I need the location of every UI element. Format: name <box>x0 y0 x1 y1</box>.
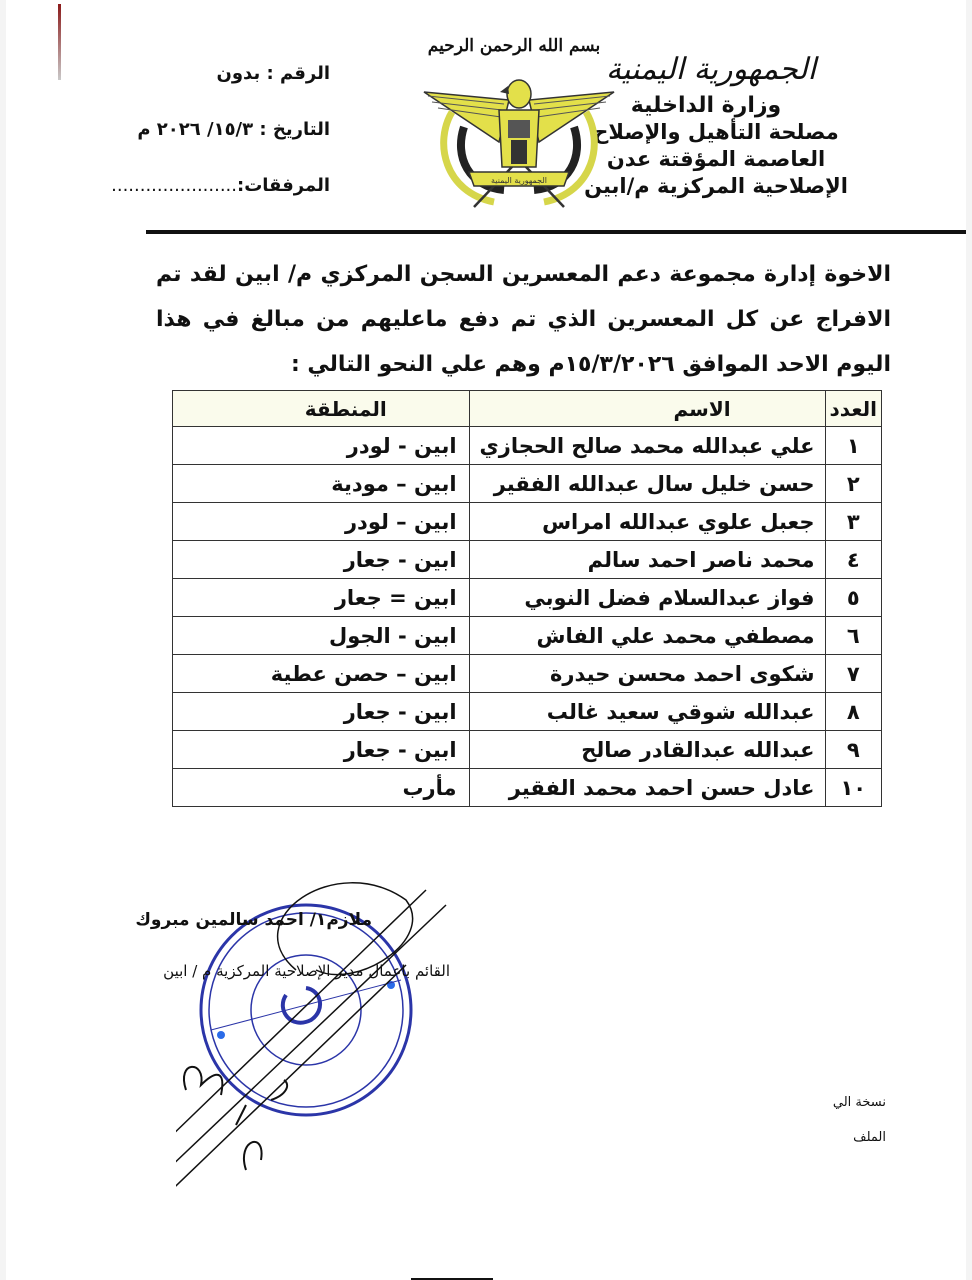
column-header-name: الاسم <box>469 391 825 427</box>
reference-number-value: بدون <box>216 63 261 84</box>
signatory-title: القائم باعمال مدير الإصلاحية المركزية م / ابين <box>163 962 450 980</box>
row-name: علي عبدالله محمد صالح الحجازي <box>469 427 825 465</box>
date-value: ١٥/٣/ ٢٠٢٦ م <box>137 119 254 140</box>
table-row <box>173 465 882 503</box>
row-name: حسن خليل سال عبدالله الفقير <box>469 465 825 503</box>
row-name: عبدالله عبدالقادر صالح <box>469 731 825 769</box>
row-name: جعبل علوي عبدالله امراس <box>469 503 825 541</box>
signatory-name: ملازم١/ احمد سالمين مبروك <box>135 910 372 930</box>
attachments-label: المرفقات: <box>237 175 330 196</box>
table-row <box>173 579 882 617</box>
table-row <box>173 693 882 731</box>
row-region: ابين - جعار <box>173 541 470 579</box>
emblem-ribbon-label: الجمهورية اليمنية <box>490 176 548 185</box>
attachments-value: ...................... <box>111 175 238 196</box>
capital-name: العاصمة المؤقتة عدن <box>606 147 826 171</box>
row-number: ٩ <box>825 731 881 769</box>
table-row <box>173 503 882 541</box>
row-region: ابين – لودر <box>173 503 470 541</box>
row-region: ابين – حصن عطية <box>173 655 470 693</box>
yemen-eagle-emblem-icon <box>414 72 624 212</box>
date-row <box>110 116 330 144</box>
row-number: ١٠ <box>825 769 881 807</box>
republic-title: الجمهورية اليمنية <box>605 52 817 87</box>
row-region: ابين - الجول <box>173 617 470 655</box>
row-name: محمد ناصر احمد سالم <box>469 541 825 579</box>
row-name: فواز عبدالسلام فضل النوبي <box>469 579 825 617</box>
row-number: ٥ <box>825 579 881 617</box>
row-region: مأرب <box>173 769 470 807</box>
row-number: ١ <box>825 427 881 465</box>
date-label: التاريخ : <box>259 119 330 140</box>
table-header-row <box>173 391 882 427</box>
row-number: ٦ <box>825 617 881 655</box>
released-list-table <box>172 390 882 807</box>
cc-label: نسخة الي <box>832 1095 886 1110</box>
column-header-number: العدد <box>825 391 881 427</box>
row-number: ٢ <box>825 465 881 503</box>
table-row <box>173 731 882 769</box>
row-number: ٨ <box>825 693 881 731</box>
row-number: ٧ <box>825 655 881 693</box>
row-region: ابين - جعار <box>173 731 470 769</box>
row-region: ابين – مودية <box>173 465 470 503</box>
institution-name: الإصلاحية المركزية م/ابين <box>584 174 848 198</box>
table-row <box>173 617 882 655</box>
attachments-row <box>110 172 330 200</box>
table-row <box>173 769 882 807</box>
document-page <box>6 0 966 1280</box>
letter-body: الاخوة إدارة مجموعة دعم المعسرين السجن المركزي م/ ابين لقد تم الافراج عن كل المعسرين الذي تم دفع ماعليهم من مبالغ في هذا اليوم الاحد الموافق ١٥/٣/٢٠٢٦م وهم علي النحو التالي : <box>156 262 891 377</box>
row-name: عادل حسن احمد محمد الفقير <box>469 769 825 807</box>
column-header-region: المنطقة <box>173 391 470 427</box>
bismillah: بسم الله الرحمن الرحيم <box>427 36 601 56</box>
row-region: ابين - لودر <box>173 427 470 465</box>
copies-block <box>796 1095 886 1165</box>
table-row <box>173 655 882 693</box>
authority-name: مصلحة التأهيل والإصلاح <box>593 120 839 144</box>
reference-number-row <box>110 60 330 88</box>
page-edge-mark <box>58 4 61 80</box>
header-divider <box>146 230 966 234</box>
table-row <box>173 427 882 465</box>
row-region: ابين - جعار <box>173 693 470 731</box>
letterhead-left <box>110 60 330 228</box>
file-label: الملف <box>853 1130 886 1145</box>
row-number: ٣ <box>825 503 881 541</box>
table-row <box>173 541 882 579</box>
row-name: شكوى احمد محسن حيدرة <box>469 655 825 693</box>
row-number: ٤ <box>825 541 881 579</box>
ministry-name: وزارة الداخلية <box>630 93 782 118</box>
row-name: عبدالله شوقي سعيد غالب <box>469 693 825 731</box>
row-region: ابين = جعار <box>173 579 470 617</box>
reference-number-label: الرقم : <box>266 63 330 84</box>
row-name: مصطفي محمد علي الفاش <box>469 617 825 655</box>
